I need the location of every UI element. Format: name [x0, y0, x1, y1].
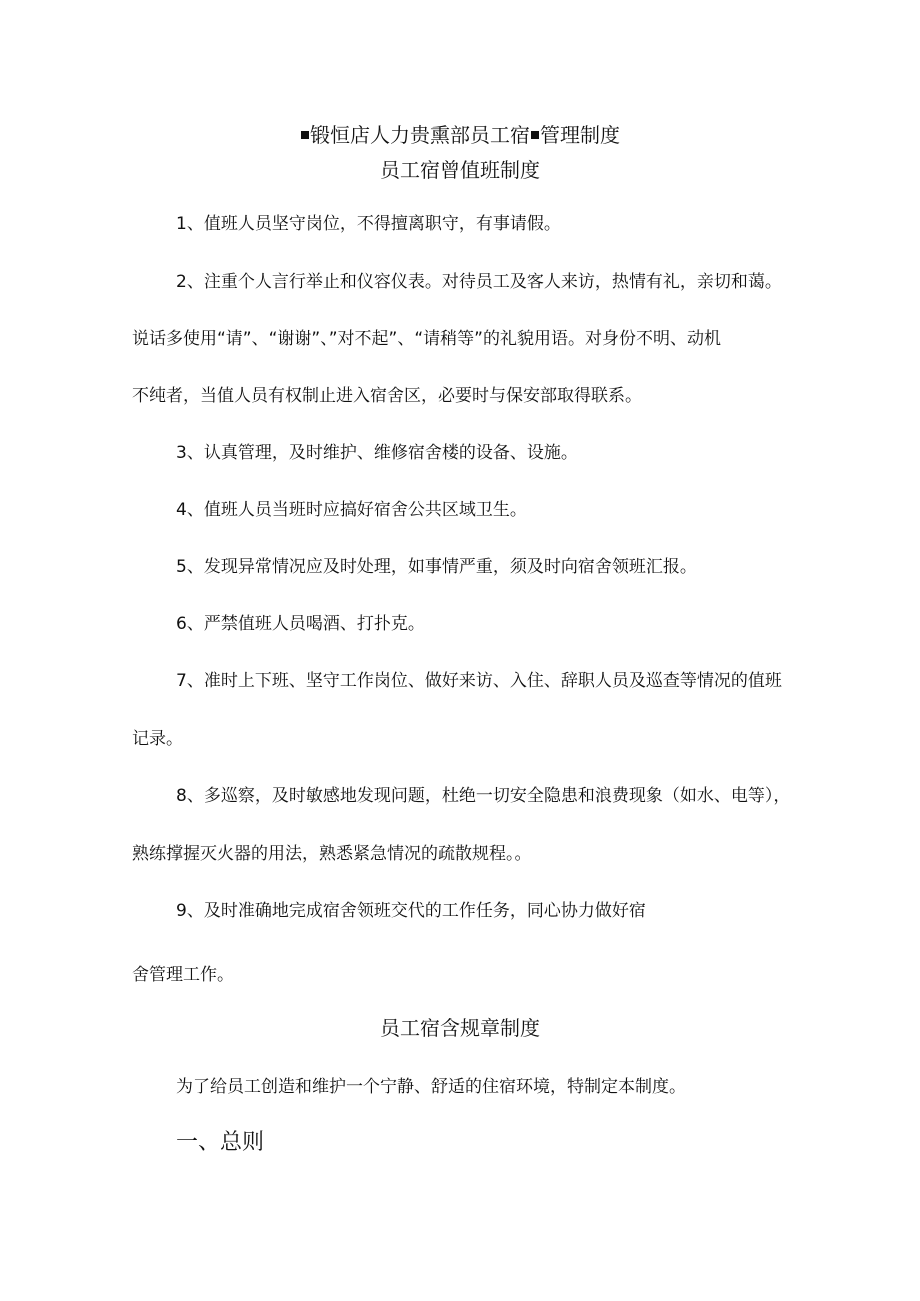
item-8: 8、多巡察，及时敏感地发现问题，杜绝一切安全隐患和浪费现象（如水、电等）， — [176, 786, 791, 806]
item-5: 5、发现异常情况应及时处理，如事情严重，须及时向宿舍领班汇报。 — [176, 557, 697, 577]
item-4: 4、值班人员当班时应搞好宿舍公共区域卫生。 — [176, 500, 527, 520]
item-3: 3、认真管理，及时维护、维修宿舍楼的设备、设施。 — [176, 443, 578, 463]
section2-title: 员工宿含规章制度 — [380, 1016, 540, 1040]
item-7-continued: 记录。 — [132, 729, 183, 749]
document-title — [0, 122, 920, 148]
item-9: 9、及时准确地完成宿舍领班交代的工作任务，同心协力做好宿 — [176, 901, 646, 921]
item-2-continued: 不纯者，当值人员有权制止进入宿舍区，必要时与保安部取得联系。 — [132, 386, 642, 406]
missing-glyph-square — [531, 131, 539, 139]
missing-glyph-square — [301, 131, 309, 139]
item-2-continued: 说话多使用“请”、“谢谢”、”对不起”、“请稍等”的礼貌用语。对身份不明、动机 — [132, 329, 721, 349]
section2-intro: 为了给员工创造和维护一个宁静、舒适的住宿环境，特制定本制度。 — [176, 1077, 686, 1097]
item-6: 6、严禁值班人员喝酒、打扑克。 — [176, 614, 425, 634]
item-1: 1、值班人员坚守岗位，不得擅离职守，有事请假。 — [176, 214, 561, 234]
item-8-continued: 熟练撑握灭火器的用法，熟悉紧急情况的疏散规程。。 — [132, 844, 532, 864]
item-7: 7、准时上下班、坚守工作岗位、做好来访、入住、辞职人员及巡查等情况的值班 — [176, 671, 782, 691]
title-text-part2: 管理制度 — [540, 123, 620, 147]
section2-heading: 一、总则 — [176, 1130, 265, 1155]
section1-title: 员工宿曾值班制度 — [380, 158, 540, 182]
item-9-continued: 舍管理工作。 — [132, 965, 234, 985]
title-text-part1: 锻恒店人力贵熏部员工宿 — [310, 123, 530, 147]
item-2: 2、注重个人言行举止和仪容仪表。对待员工及客人来访，热情有礼，亲切和蔼。 — [176, 272, 782, 292]
